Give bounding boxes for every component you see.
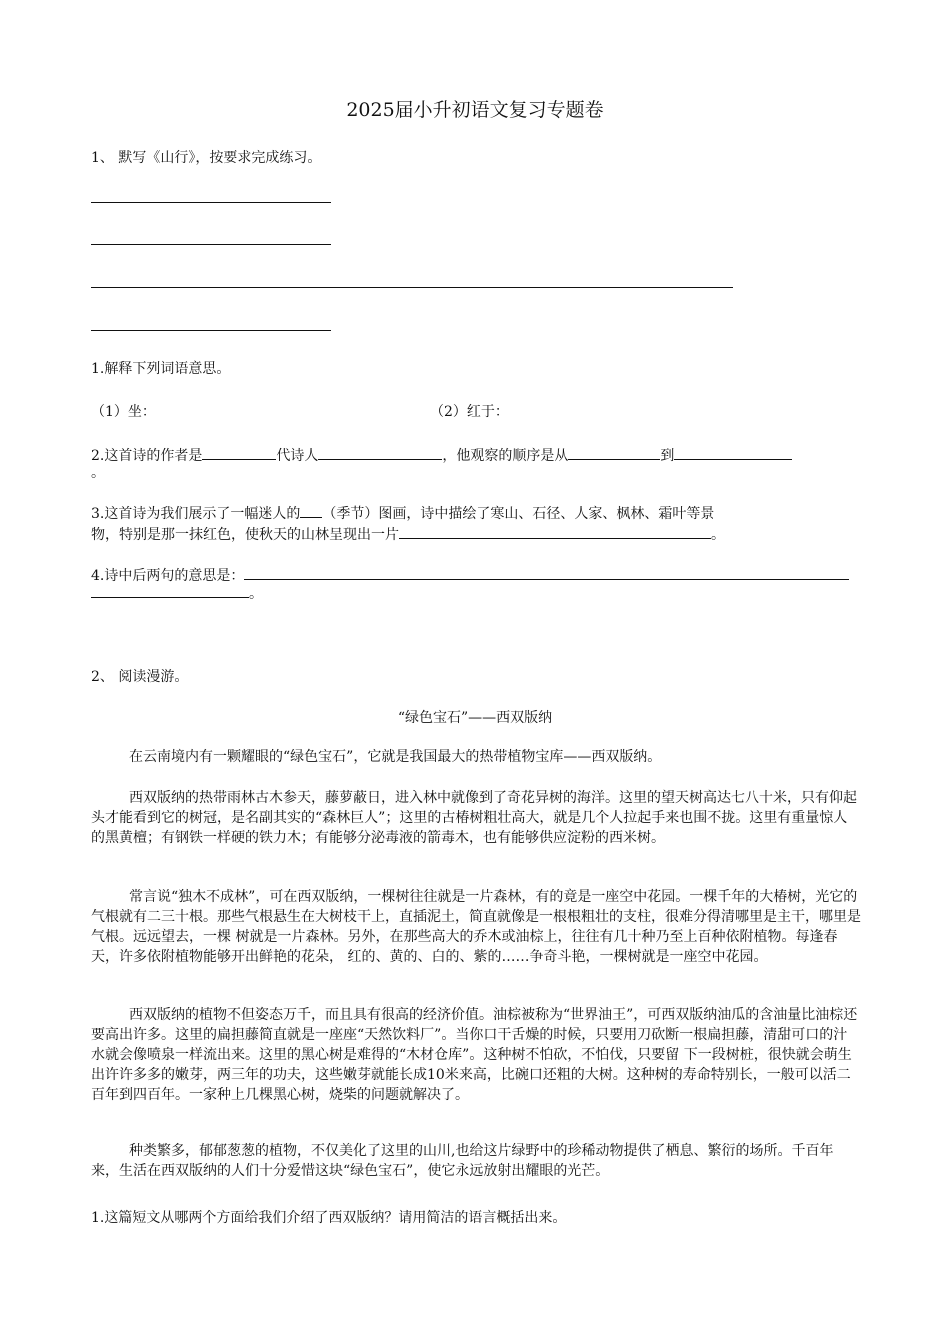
q4-text: 4.诗中后两句的意思是：: [91, 568, 245, 584]
question-2-heading: 2、 阅读漫游。: [91, 669, 189, 685]
sub-question-3-line-1: [91, 501, 714, 523]
q2-text-b: 代诗人: [276, 448, 319, 464]
q2-text-a: 2.这首诗的作者是: [91, 448, 203, 464]
article-paragraph-1: 在云南境内有一颗耀眼的“绿色宝石”，它就是我国最大的热带植物宝库——西双版纳。: [129, 749, 662, 765]
sub-question-1b: （2）红于：: [430, 404, 509, 420]
poem-answer-line-2[interactable]: [91, 244, 331, 245]
sub-question-4-line-2: [91, 581, 263, 603]
q3-text-c: 物，特别是那一抹红色，使秋天的山林呈现出一片: [91, 527, 399, 543]
poem-answer-line-3[interactable]: [91, 287, 733, 288]
sub-question-3-line-2: [91, 522, 725, 544]
q4-blank-line-1[interactable]: [244, 563, 849, 580]
reading-question-1: 1.这篇短文从哪两个方面给我们介绍了西双版纳？请用简洁的语言概括出来。: [91, 1210, 567, 1226]
sub-question-1a: （1）坐：: [91, 404, 156, 420]
q3-text-d: 。: [711, 527, 725, 543]
q2-blank-poet[interactable]: [318, 443, 442, 460]
sub-question-1: 1.解释下列词语意思。: [91, 361, 231, 377]
q4-blank-line-2[interactable]: [91, 581, 249, 598]
q2-blank-to[interactable]: [674, 443, 792, 460]
poem-answer-line-1[interactable]: [91, 202, 331, 203]
poem-answer-line-4[interactable]: [91, 330, 331, 331]
article-paragraph-5: 种类繁多，郁郁葱葱的植物，不仅美化了这里的山川,也给这片绿野中的珍稀动物提供了栖息、繁衍的场所。千百年来，生活在西双版纳的人们十分爱惜这块“绿色宝石”，使它永远放射出耀眼的光芒。: [91, 1143, 834, 1179]
article-paragraph-4: 西双版纳的植物不但姿态万千，而且具有很高的经济价值。油棕被称为“世界油王”，可西双版纳油瓜的含油量比油棕还要高出许多。这里的扁担藤简直就是一座座“天然饮料厂”。当你口干舌燥的时候，只要用刀砍断一根扁担藤，清甜可口的汁水就会像喷泉一样流出来。这里的黑心树是难得的“木材仓库”。这种树不怕砍，不怕伐，只要留 下一段树桩，很快就会萌生出许许多多的嫩芽，两三年的功夫，这些嫩芽就能长成10米来高，比碗口还粗的大树。这种树的寿命特别长，一般可以活二百年到四百年。一家种上几棵黑心树，烧柴的问题就解决了。: [91, 1007, 858, 1103]
q2-end: 。: [91, 465, 105, 481]
q2-blank-from[interactable]: [568, 443, 660, 460]
q4-end: 。: [249, 586, 263, 602]
q2-text-c: ，他观察的顺序是从: [442, 448, 569, 464]
q2-text-d: 到: [660, 448, 675, 464]
q3-text-b: （季节）图画，诗中描绘了寒山、石径、人家、枫林、霜叶等景: [322, 506, 715, 522]
question-1-heading: 1、 默写《山行》，按要求完成练习。: [91, 150, 322, 166]
q3-text-a: 3.这首诗为我们展示了一幅迷人的: [91, 506, 301, 522]
q3-blank-scene[interactable]: [399, 522, 711, 539]
q2-blank-dynasty[interactable]: [202, 443, 276, 460]
article-title: “绿色宝石”——西双版纳: [397, 710, 553, 726]
sub-question-2: [91, 443, 792, 465]
page-title: 2025届小升初语文复习专题卷: [346, 99, 604, 121]
article-paragraph-3: 常言说“独木不成林”，可在西双版纳，一棵树往往就是一片森林，有的竟是一座空中花园。一棵千年的大椿树，光它的气根就有二三十根。那些气根悬生在大树枝干上，直插泥土，简直就像是一根根粗壮的支柱，很难分得清哪里是主干，哪里是气根。远远望去，一棵 树就是一片森林。另外，在那些高大的乔木或油棕上，往往有几十种乃至上百种依附植物。每逢春天，许多依附植物能够开出鲜艳的花朵， 红的、黄的、白的、紫的……争奇斗艳，一棵树就是一座空中花园。: [91, 889, 861, 965]
q3-blank-season[interactable]: [300, 501, 322, 518]
article-paragraph-2: 西双版纳的热带雨林古木参天，藤萝蔽日，进入林中就像到了奇花异树的海洋。这里的望天树高达七八十米，只有仰起头才能看到它的树冠，是名副其实的“森林巨人”；这里的古椿树粗壮高大，就是几个人拉起手来也围不拢。这里有重量惊人的黑黄檀；有钢铁一样硬的铁力木；有能够分泌毒液的箭毒木，也有能够供应淀粉的西米树。: [91, 790, 857, 846]
